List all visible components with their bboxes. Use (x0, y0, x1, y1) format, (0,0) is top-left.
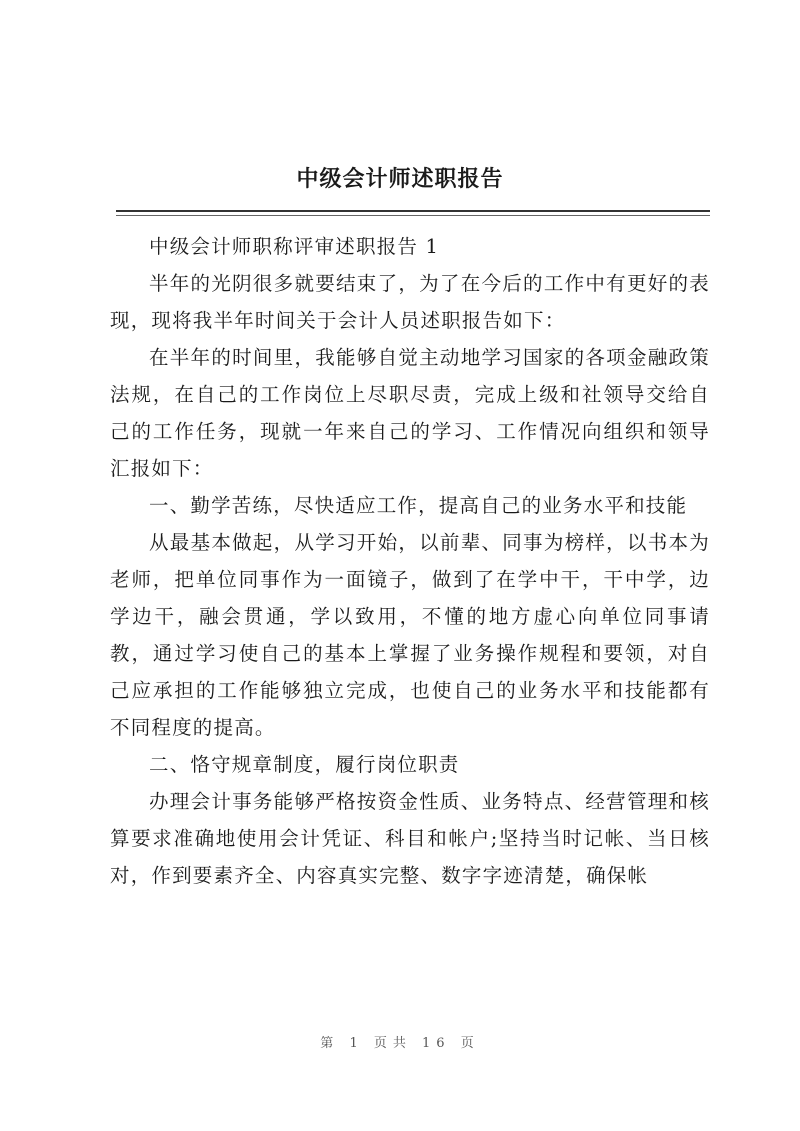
paragraph-overview: 在半年的时间里，我能够自觉主动地学习国家的各项金融政策法规，在自己的工作岗位上尽职尽责，完成上级和社领导交给自己的工作任务，现就一年来自己的学习、工作情况向组织和领导汇报如下： (110, 346, 710, 480)
page-label-mid: 页共 (373, 1036, 412, 1051)
page-title: 中级会计师述职报告 (296, 166, 504, 192)
section-heading-1: 一、勤学苦练，尽快适应工作，提高自己的业务水平和技能 (149, 494, 688, 517)
page-footer (0, 1032, 800, 1051)
document-body (110, 228, 710, 894)
page-label-suffix: 页 (460, 1036, 480, 1051)
paragraph-intro: 半年的光阴很多就要结束了，为了在今后的工作中有更好的表现，现将我半年时间关于会计人员述职报告如下： (110, 272, 710, 332)
title-divider (116, 210, 710, 212)
paragraph-section-2: 办理会计事务能够严格按资金性质、业务特点、经营管理和核算要求准确地使用会计凭证、科目和帐户;坚持当时记帐、当日核对，作到要素齐全、内容真实完整、数字字迹清楚，确保帐 (110, 790, 710, 887)
report-subtitle: 中级会计师职称评审述职报告 1 (149, 235, 440, 258)
paragraph-section-1: 从最基本做起，从学习开始，以前辈、同事为榜样，以书本为老师，把单位同事作为一面镜子，做到了在学中干，干中学，边学边干，融会贯通，学以致用，不懂的地方虚心向单位同事请教，通过学习使自己的基本上掌握了业务操作规程和要领，对自己应承担的工作能够独立完成，也使自己的业务水平和技能都有不同程度的提高。 (110, 531, 710, 739)
current-page-number: 1 (349, 1036, 364, 1051)
total-pages-number: 16 (422, 1036, 451, 1051)
section-heading-2: 二、恪守规章制度，履行岗位职责 (149, 753, 460, 776)
page-label-prefix: 第 (320, 1036, 340, 1051)
title-divider-thin (116, 215, 710, 216)
